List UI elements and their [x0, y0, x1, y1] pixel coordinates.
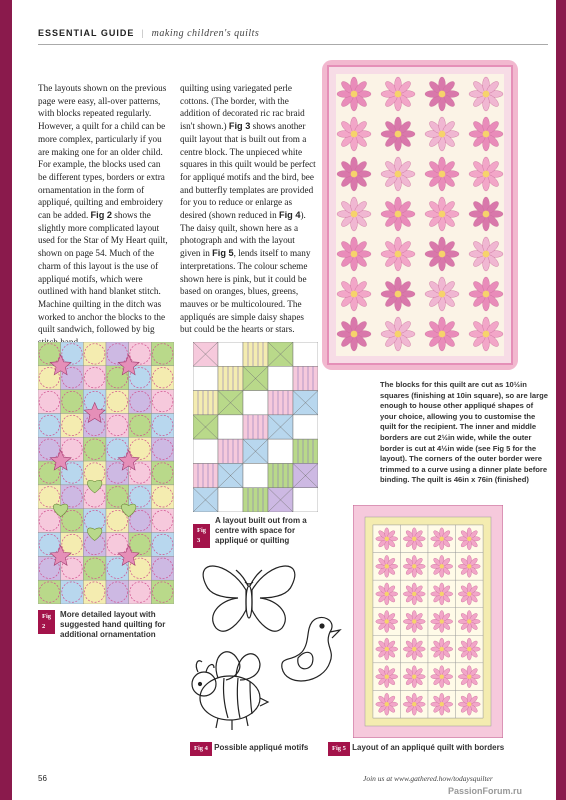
fig-ref: Fig 5	[212, 248, 234, 259]
fig5-caption: Layout of an appliqué quilt with borders	[352, 743, 505, 752]
fig4-label: Fig 4	[190, 742, 212, 756]
fig3-label: Fig 3	[193, 524, 210, 548]
bird-motif	[282, 617, 340, 681]
fig-ref: Fig 3	[228, 121, 251, 132]
body-text: ). The daisy quilt, shown here as a photograph and with the layout given in	[180, 210, 306, 259]
fig3-caption-block	[193, 516, 323, 548]
fig2-caption-block	[38, 610, 178, 639]
page-border-right	[556, 0, 566, 800]
section-title: ESSENTIAL GUIDE	[38, 28, 135, 38]
fig-ref: Fig 4	[279, 210, 301, 221]
fig2-label: Fig 2	[38, 610, 55, 634]
fig5-quilt-diagram	[353, 505, 503, 738]
body-text: shows the slightly more complicated layout used for the Star of My Heart quilt, shown on page 54. Much of the charm of this layout is the use of appliqué motifs, which were outlined with hand blanket stitch. Machine quilting in the ditch was worked to anchor the blocks to the quilt sandwich, followed by big	[38, 210, 168, 335]
topic-title: making children's quilts	[151, 28, 260, 39]
caption-text: The blocks for this quilt are cut as 10½in squares (finishing at 10in square), so are large enough to house other appliqué shapes of your choice, allowing you to customise the quilt for the recipient. The inner and middle borders are cut 2½in wide, while the outer border is cut at 4½in wide (see	[380, 380, 548, 453]
footer-join-link[interactable]: Join us at www.gathered.how/todaysquilter	[363, 774, 493, 783]
butterfly-motif	[203, 566, 295, 631]
page-border-left	[0, 0, 12, 800]
body-text: , lends itself to many interpretations. The colour scheme shown here is pink, but it could be based on oranges, blues, greens, mauves or be multicoloured. The appliqués are simple daisy shapes but could be the hearts or stars.	[180, 248, 311, 335]
fig-ref: Fig 2	[90, 210, 112, 221]
body-column-2	[180, 82, 316, 336]
page-header	[38, 28, 259, 39]
fig2-caption: More detailed layout with suggested hand quilting for additional ornamentation	[60, 610, 166, 639]
body-text: quilting using variegated perle cottons. (The border, with the addition of decorated ric rac braid isn't shown.)	[180, 83, 305, 132]
bee-motif	[192, 652, 268, 730]
fig3-quilt-diagram	[193, 342, 318, 512]
body-text: shows another quilt layout that is built out from a centre block. The unpieced white squares in this quilt would be perfect for appliqué motifs and the bird, bee and butterfly templates are provided for you to reduce or enlarge as desired (shown reduced in	[180, 121, 316, 221]
quilt-size: 46in x 76in (finished)	[453, 475, 529, 485]
fig2-quilt-diagram	[38, 342, 174, 604]
fig5-label: Fig 5	[328, 742, 350, 756]
body-column-1	[38, 82, 168, 349]
fig3-caption: A layout built out from a centre with space for appliqué or quilting	[215, 516, 307, 545]
page-number: 56	[38, 774, 47, 783]
daisy-quilt-photo	[322, 60, 518, 370]
fig4-applique-motifs	[188, 560, 348, 738]
header-rule	[38, 44, 548, 45]
caption-text: for the layout). The corners of the outer border were trimmed to a curve using a dinner plate before binding. The quilt is	[380, 443, 548, 485]
daisy-quilt-illustration	[322, 60, 518, 370]
body-text: The layouts shown on the previous page were easy, all-over patterns, with blocks repeated regularly. However, a quilt for a child can be more complex, particularly if you are making one for an older child. For example, the blocks used can be different types, borders or extra ornamentation in the form of appliqué, quilting and embroidery can be added.	[38, 83, 167, 221]
fig4-caption: Possible appliqué motifs	[214, 743, 309, 752]
header-separator: |	[141, 28, 145, 38]
watermark: PassionForum.ru	[448, 786, 523, 796]
fig5-caption-block	[328, 742, 548, 756]
quilt-photo-caption	[380, 380, 550, 486]
fig-ref: Fig 5	[492, 443, 511, 453]
